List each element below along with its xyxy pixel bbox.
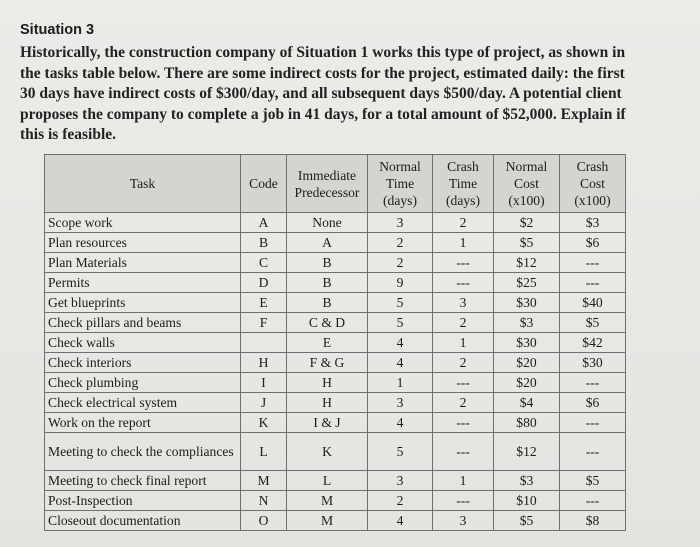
crash-time-cell: --- xyxy=(433,253,494,273)
task-cell: Check plumbing xyxy=(45,373,241,393)
crash-time-cell: --- xyxy=(433,273,494,293)
normal-time-cell: 2 xyxy=(368,233,433,253)
predecessor-cell: H xyxy=(287,373,368,393)
crash-time-cell: 2 xyxy=(433,213,494,233)
tasks-table xyxy=(44,154,626,531)
crash-cost-cell: $30 xyxy=(560,353,626,373)
task-cell: Post-Inspection xyxy=(45,491,241,511)
predecessor-cell: M xyxy=(287,511,368,531)
table-row xyxy=(45,511,626,531)
task-cell: Plan Materials xyxy=(45,253,241,273)
normal-time-cell: 5 xyxy=(368,433,433,471)
table-row xyxy=(45,413,626,433)
table-row xyxy=(45,373,626,393)
normal-cost-cell: $80 xyxy=(494,413,560,433)
crash-cost-cell: --- xyxy=(560,433,626,471)
table-header-row xyxy=(45,155,626,213)
task-cell: Check walls xyxy=(45,333,241,353)
normal-cost-cell: $25 xyxy=(494,273,560,293)
predecessor-cell: K xyxy=(287,433,368,471)
normal-time-cell: 1 xyxy=(368,373,433,393)
code-cell: B xyxy=(241,233,287,253)
header-crash-cost: Crash Cost (x100) xyxy=(560,155,626,213)
task-cell: Meeting to check final report xyxy=(45,471,241,491)
header-normal-cost: Normal Cost (x100) xyxy=(494,155,560,213)
situation-title: Situation 3 xyxy=(20,22,95,38)
crash-time-cell: --- xyxy=(433,373,494,393)
normal-cost-cell: $12 xyxy=(494,253,560,273)
normal-time-cell: 5 xyxy=(368,313,433,333)
normal-cost-cell: $5 xyxy=(494,233,560,253)
normal-cost-cell: $2 xyxy=(494,213,560,233)
crash-cost-cell: $42 xyxy=(560,333,626,353)
table-row xyxy=(45,233,626,253)
task-cell: Permits xyxy=(45,273,241,293)
paragraph-line: this is feasible. xyxy=(20,126,117,143)
code-cell: A xyxy=(241,213,287,233)
crash-time-cell: 1 xyxy=(433,471,494,491)
crash-time-cell: 2 xyxy=(433,393,494,413)
normal-time-cell: 4 xyxy=(368,353,433,373)
normal-time-cell: 3 xyxy=(368,471,433,491)
normal-cost-cell: $30 xyxy=(494,293,560,313)
normal-time-cell: 9 xyxy=(368,273,433,293)
table-row xyxy=(45,253,626,273)
table-row xyxy=(45,213,626,233)
crash-cost-cell: --- xyxy=(560,413,626,433)
normal-cost-cell: $12 xyxy=(494,433,560,471)
code-cell: D xyxy=(241,273,287,293)
crash-time-cell: 2 xyxy=(433,353,494,373)
crash-cost-cell: $3 xyxy=(560,213,626,233)
paragraph-line: 30 days have indirect costs of $300/day, and all subsequent days $500/day. A potential client xyxy=(20,85,622,102)
predecessor-cell: L xyxy=(287,471,368,491)
crash-cost-cell: $5 xyxy=(560,471,626,491)
crash-cost-cell: $6 xyxy=(560,393,626,413)
table-row xyxy=(45,471,626,491)
normal-time-cell: 3 xyxy=(368,213,433,233)
predecessor-cell: None xyxy=(287,213,368,233)
code-cell: O xyxy=(241,511,287,531)
task-cell: Check pillars and beams xyxy=(45,313,241,333)
table-row xyxy=(45,333,626,353)
task-cell: Scope work xyxy=(45,213,241,233)
predecessor-cell: C & D xyxy=(287,313,368,333)
paragraph-line: Historically, the construction company of Situation 1 works this type of project, as shown in xyxy=(20,44,626,61)
predecessor-cell: B xyxy=(287,293,368,313)
code-cell xyxy=(241,333,287,353)
table-row xyxy=(45,293,626,313)
normal-time-cell: 4 xyxy=(368,413,433,433)
crash-cost-cell: --- xyxy=(560,491,626,511)
crash-cost-cell: $40 xyxy=(560,293,626,313)
crash-time-cell: --- xyxy=(433,413,494,433)
normal-cost-cell: $20 xyxy=(494,353,560,373)
code-cell: E xyxy=(241,293,287,313)
code-cell: M xyxy=(241,471,287,491)
normal-cost-cell: $5 xyxy=(494,511,560,531)
code-cell: K xyxy=(241,413,287,433)
normal-cost-cell: $3 xyxy=(494,471,560,491)
predecessor-cell: E xyxy=(287,333,368,353)
predecessor-cell: B xyxy=(287,253,368,273)
crash-time-cell: --- xyxy=(433,491,494,511)
predecessor-cell: A xyxy=(287,233,368,253)
task-cell: Check interiors xyxy=(45,353,241,373)
table-row xyxy=(45,433,626,471)
table-row xyxy=(45,273,626,293)
normal-time-cell: 3 xyxy=(368,393,433,413)
header-task: Task xyxy=(45,155,241,213)
table-row xyxy=(45,393,626,413)
crash-time-cell: 1 xyxy=(433,233,494,253)
predecessor-cell: I & J xyxy=(287,413,368,433)
crash-cost-cell: $5 xyxy=(560,313,626,333)
paragraph-line: the tasks table below. There are some indirect costs for the project, estimated daily: the first xyxy=(20,64,625,82)
task-cell: Work on the report xyxy=(45,413,241,433)
crash-cost-cell: --- xyxy=(560,273,626,293)
predecessor-cell: F & G xyxy=(287,353,368,373)
table-row xyxy=(45,313,626,333)
normal-cost-cell: $10 xyxy=(494,491,560,511)
crash-cost-cell: $6 xyxy=(560,233,626,253)
code-cell: F xyxy=(241,313,287,333)
normal-time-cell: 5 xyxy=(368,293,433,313)
crash-cost-cell: --- xyxy=(560,253,626,273)
task-cell: Closeout documentation xyxy=(45,511,241,531)
predecessor-cell: M xyxy=(287,491,368,511)
paragraph-line: proposes the company to complete a job in 41 days, for a total amount of $52,000. Explain if xyxy=(20,105,626,123)
normal-cost-cell: $4 xyxy=(494,393,560,413)
crash-time-cell: 3 xyxy=(433,293,494,313)
code-cell: L xyxy=(241,433,287,471)
task-cell: Meeting to check the compliances xyxy=(45,433,241,471)
code-cell: C xyxy=(241,253,287,273)
crash-time-cell: 2 xyxy=(433,313,494,333)
normal-time-cell: 2 xyxy=(368,491,433,511)
header-predecessor: Immediate Predecessor xyxy=(287,155,368,213)
situation-paragraph xyxy=(20,43,692,146)
code-cell: J xyxy=(241,393,287,413)
normal-time-cell: 4 xyxy=(368,333,433,353)
header-crash-time: Crash Time (days) xyxy=(433,155,494,213)
predecessor-cell: H xyxy=(287,393,368,413)
crash-cost-cell: $8 xyxy=(560,511,626,531)
table-row xyxy=(45,491,626,511)
code-cell: H xyxy=(241,353,287,373)
predecessor-cell: B xyxy=(287,273,368,293)
normal-time-cell: 4 xyxy=(368,511,433,531)
crash-cost-cell: --- xyxy=(560,373,626,393)
code-cell: N xyxy=(241,491,287,511)
normal-cost-cell: $20 xyxy=(494,373,560,393)
table-row xyxy=(45,353,626,373)
task-cell: Plan resources xyxy=(45,233,241,253)
normal-cost-cell: $30 xyxy=(494,333,560,353)
task-cell: Get blueprints xyxy=(45,293,241,313)
header-code: Code xyxy=(241,155,287,213)
header-normal-time: Normal Time (days) xyxy=(368,155,433,213)
normal-cost-cell: $3 xyxy=(494,313,560,333)
task-cell: Check electrical system xyxy=(45,393,241,413)
crash-time-cell: 1 xyxy=(433,333,494,353)
crash-time-cell: --- xyxy=(433,433,494,471)
code-cell: I xyxy=(241,373,287,393)
crash-time-cell: 3 xyxy=(433,511,494,531)
normal-time-cell: 2 xyxy=(368,253,433,273)
